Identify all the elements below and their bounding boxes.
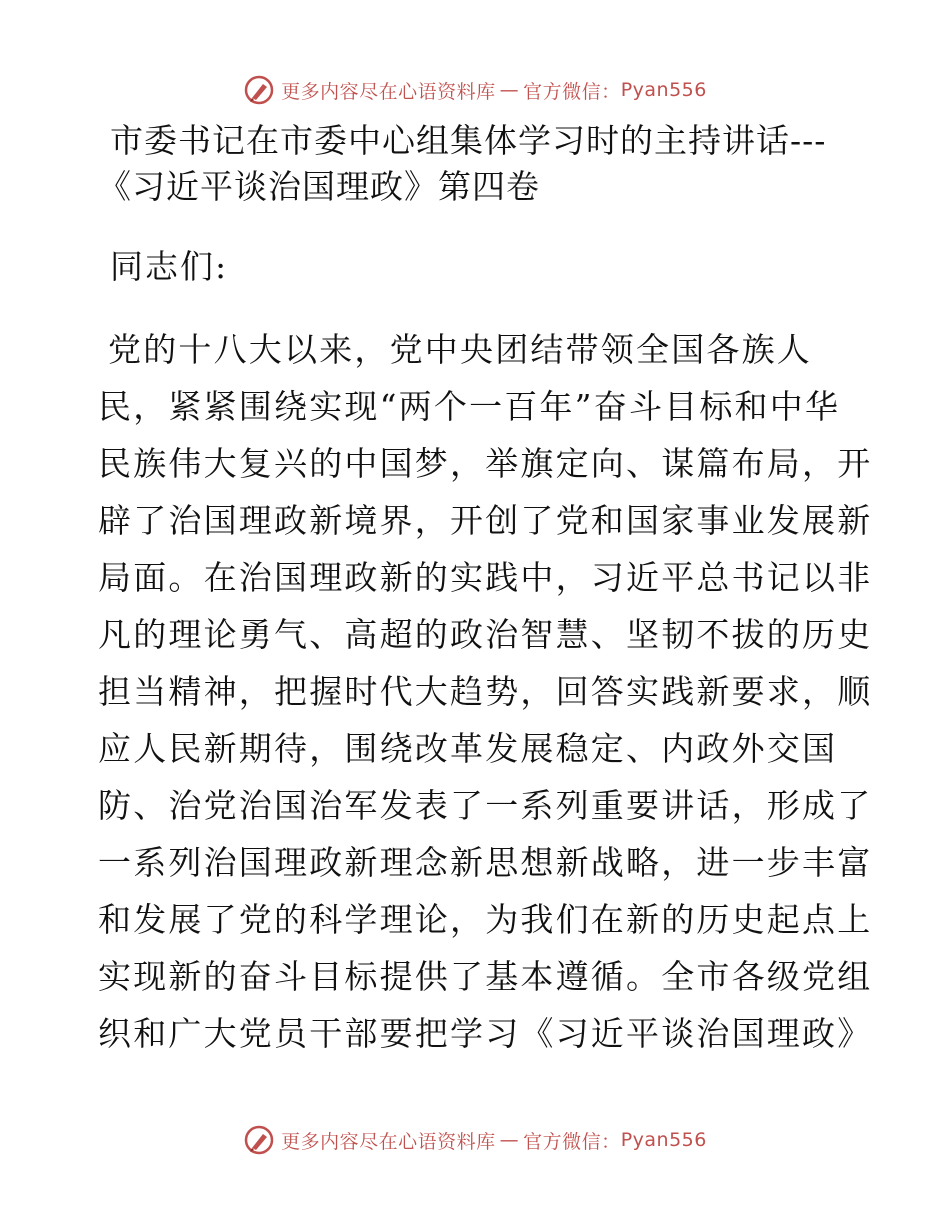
greeting: 同志们: [110,247,229,286]
paragraph-line: 织和广大党员干部要把学习《习近平谈治国理政》 [98,1014,873,1053]
paragraph-line: 实现新的奋斗目标提供了基本遵循。全市各级党组 [98,957,873,996]
banner-official-label: 官方微信： [523,80,621,103]
pen-logo-icon [243,1124,275,1156]
document-body [98,118,873,1062]
paragraph-line: 担当精神，把握时代大趋势，回答实践新要求，顺 [98,672,873,711]
banner-wechat-id: Pyan556 [620,79,707,101]
paragraph-line: 民族伟大复兴的中国梦，举旗定向、谋篇布局，开 [98,444,873,483]
title-line-2: 《习近平谈治国理政》第四卷 [98,167,540,206]
banner-text: 更多内容尽在心语资料库 [281,1130,496,1153]
paragraph-line: 民，紧紧围绕实现“两个一百年”奋斗目标和中华 [98,387,841,426]
body-paragraph [98,321,873,1062]
paragraph-line: 应人民新期待，围绕改革发展稳定、内政外交国 [98,729,838,768]
paragraph-line: 防、治党治国治军发表了一系列重要讲话，形成了 [98,786,873,825]
pen-logo-icon [243,74,275,106]
banner-dash: — [499,79,520,101]
paragraph-line: 凡的理论勇气、高超的政治智慧、坚韧不拔的历史 [98,615,873,654]
footer-watermark-banner [0,1120,950,1160]
paragraph-line: 一系列治国理政新理念新思想新战略，进一步丰富 [98,843,873,882]
paragraph-line: 党的十八大以来，党中央团结带领全国各族人 [108,330,812,369]
paragraph-line: 局面。在治国理政新的实践中，习近平总书记以非 [98,558,873,597]
title-line-1: 市委书记在市委中心组集体学习时的主持讲话--- [110,121,827,160]
banner-text: 更多内容尽在心语资料库 [281,80,496,103]
banner-wechat-id: Pyan556 [620,1129,707,1151]
document-title [98,118,858,210]
paragraph-line: 辟了治国理政新境界，开创了党和国家事业发展新 [98,501,873,540]
paragraph-line: 和发展了党的科学理论，为我们在新的历史起点上 [98,900,873,939]
banner-official-label: 官方微信： [523,1130,621,1153]
header-watermark-banner [0,70,950,110]
banner-dash: — [499,1129,520,1151]
